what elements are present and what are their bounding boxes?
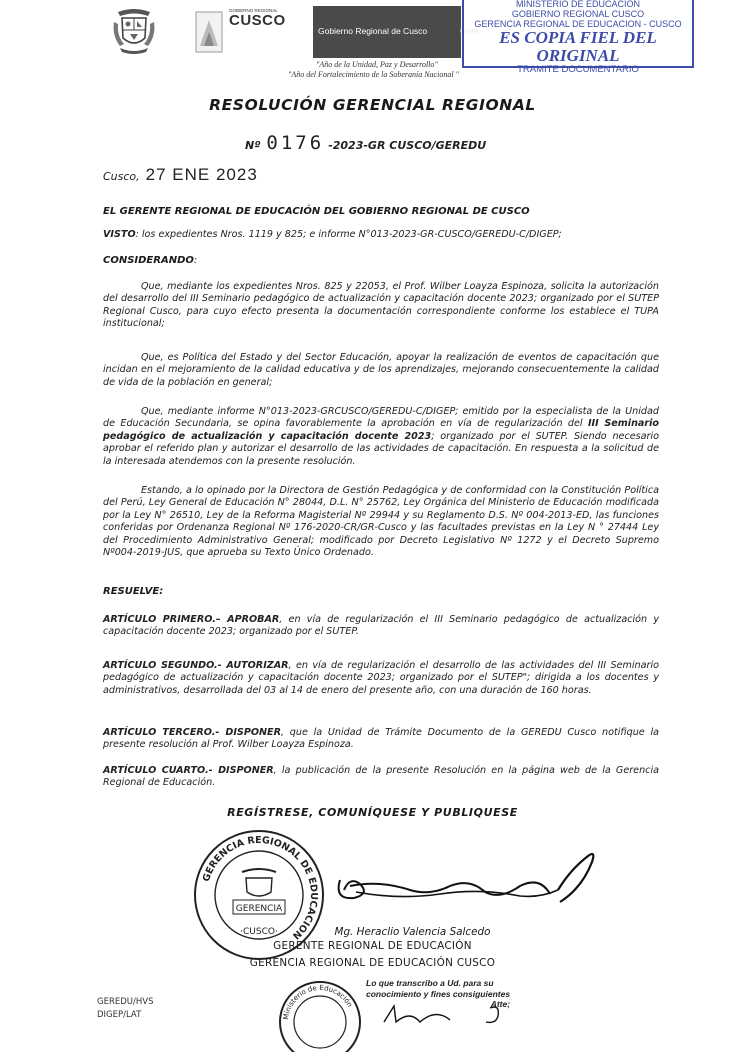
bottom-seal-text: Ministerio de Educación: [281, 983, 354, 1021]
article-1-label: ARTÍCULO PRIMERO.– APROBAR: [103, 614, 280, 625]
article-4-label: ARTÍCULO CUARTO.- DISPONER: [103, 765, 274, 776]
ministry-seal-icon: [270, 972, 370, 1052]
article-3-text: , que la Unidad de Trámite Documento de la GEREDU Cusco notifique la presente resolución al Prof. Wilber Loayza Espinoza.: [103, 727, 659, 751]
gov-banner-text: Gobierno Regional de Cusco: [318, 26, 428, 36]
article-4-text: , la publicación de la presente Resolución en la página web de la Gerencia Regional de Educación.: [103, 765, 659, 789]
considerando-paragraph-1: Que, mediante los expedientes Nros. 825 y 22053, el Prof. Wilber Loayza Espinoza, solicita la autorización del desarrollo del III Seminario pedagógico de actualización y capacitación docente 2023; organizado por el SUTEP Regional Cusco, para cuyo efecto presenta la documentación correspondiente conforme los establece el TUPA institucional;: [103, 281, 659, 330]
note-line-1: Lo que transcribo a Ud. para su: [366, 978, 494, 988]
certified-copy-stamp: [462, 0, 694, 75]
paragraph-3-a: Que, mediante informe N°013-2023-GRCUSCO/GEREDU-C/DIGEP; emitido por la especialista de la Unidad de Educación Secundaria, se opina favorablemente la aprobación en vía de regularización del: [103, 406, 659, 430]
resuelve-heading: RESUELVE:: [103, 586, 164, 597]
considerando-paragraph-2: Que, es Política del Estado y del Sector Educación, apoyar la realización de eventos de capacitación que incidan en el mejoramiento de la calidad educativa y de los aprendizajes, mejorando consecuentemente la calidad de vida de la población en general;: [103, 352, 659, 388]
signer-role: GERENTE REGIONAL DE EDUCACIÓN: [273, 940, 472, 952]
footer-ref-1: GEREDU/HVS: [97, 997, 154, 1007]
stamp-line-3: GERENCIA REGIONAL DE EDUCACION - CUSCO: [474, 19, 682, 29]
considerando-colon: :: [193, 255, 198, 266]
considerando-heading: [103, 255, 197, 266]
stamp-line-1: MINISTERIO DE EDUCACION: [515, 0, 640, 9]
seal-bottom-text: ·CUSCO·: [240, 927, 278, 937]
seal-center-text: GERENCIA: [235, 904, 283, 914]
date-place: Cusco,: [103, 170, 140, 183]
region-logo-text: CUSCO: [229, 12, 286, 29]
article-2-label: ARTÍCULO SEGUNDO.- AUTORIZAR: [103, 660, 289, 671]
signer-name: Mg. Heraclio Valencia Salcedo: [334, 926, 491, 938]
considerando-label: CONSIDERANDO: [103, 255, 194, 266]
article-1: [103, 614, 659, 639]
document-date: [103, 165, 258, 185]
considerando-paragraph-4: Estando, a lo opinado por la Directora de Gestión Pedagógica y de conformidad con la Constitución Política del Perú, Ley General de Educación N° 28044, D.L. N° 25762, Ley Orgánica del Ministerio de Educación modificada por la Ley N° 26510, Ley de la Reforma Magisterial Nº 29944 y su Reglamento D.S. Nº 004-2013-ED, las funciones conferidas por Ordenanza Regional Nº 176-2020-CR/GR-Cusco y las facultades previstas en la Ley N ° 27444 Ley del Procedimiento Administrativo General; modificado por Decreto Legislativo Nº 1272 y el Decreto Supremo Nº004-2019-JUS, que aprueba su Texto Único Ordenado.: [103, 485, 659, 559]
visto-section: [103, 229, 659, 241]
number-prefix: Nº: [245, 139, 261, 152]
stamp-line-4: ES COPIA FIEL DEL ORIGINAL: [499, 28, 657, 65]
article-4: [103, 765, 659, 790]
article-2-text: , en vía de regularización el desarrollo de las actividades del III Seminario pedagógico de actualización y capacitación docente 2023; organizado por el SUTEP"; dirigida a los docentes y administrativos, desarrollada del 03 al 14 de enero del presente año, con una duración de 160 horas.: [103, 660, 659, 696]
date-value: 27 ENE 2023: [145, 165, 258, 184]
considerando-paragraph-3: [103, 406, 659, 468]
handwritten-signature: [320, 840, 680, 930]
year-motto-1: "Año de la Unidad, Paz y Desarrollo": [316, 60, 438, 69]
paragraph-3-bold: III Seminario pedagógico de actualización y capacitación docente 2023: [103, 418, 659, 442]
number-value: 0176: [266, 132, 325, 154]
stamp-line-2: GOBIERNO REGIONAL CUSCO: [511, 9, 645, 19]
document-title: RESOLUCIÓN GERENCIAL REGIONAL: [209, 96, 536, 114]
signer-office: GERENCIA REGIONAL DE EDUCACIÓN CUSCO: [249, 957, 496, 969]
number-suffix: -2023-GR CUSCO/GEREDU: [328, 139, 487, 152]
article-1-text: , en vía de regularización el III Seminario pedagógico de actualización y capacitación docente 2023; organizado por el SUTEP.: [103, 614, 659, 638]
article-3-label: ARTÍCULO TERCERO.- DISPONER: [103, 727, 281, 738]
handwritten-initials: [380, 1004, 540, 1024]
paragraph-3-b: ; organizado por el SUTEP. Siendo necesario aprobar el referido plan y autorizar el desarrollo de las actividades de capacitación. En respuesta a la solicitud de la interesada atendemos con la presente resolución.: [103, 430, 659, 467]
addressee: EL GERENTE REGIONAL DE EDUCACIÓN DEL GOBIERNO REGIONAL DE CUSCO: [103, 206, 530, 217]
visto-text: : los expedientes Nros. 1119 y 825; e informe N°013-2023-GR-CUSCO/GEREDU-C/DIGEP;: [135, 229, 562, 240]
article-3: [103, 727, 659, 752]
note-line-3: Atte;: [490, 999, 511, 1009]
region-logo-caption: GOBIERNO REGIONAL: [229, 8, 278, 13]
footer-ref-2: DIGEP/LAT: [97, 1010, 142, 1020]
note-line-2: conocimiento y fines consiguientes: [366, 988, 511, 999]
seal-ring-text: GERENCIA REGIONAL DE EDUCACION: [200, 834, 320, 942]
stamp-line-5: TRAMITE DOCUMENTARIO: [517, 64, 639, 75]
document-number: [245, 132, 486, 154]
publish-line: REGÍSTRESE, COMUNÍQUESE Y PUBLIQUESE: [227, 806, 518, 819]
gov-banner-text-partial: Gere: [460, 26, 479, 36]
visto-label: VISTO: [103, 229, 136, 240]
year-motto-2: "Año del Fortalecimiento de la Soberanía Nacional ": [288, 70, 459, 79]
peru-coat-of-arms-icon: [112, 8, 156, 54]
article-2: [103, 660, 659, 697]
